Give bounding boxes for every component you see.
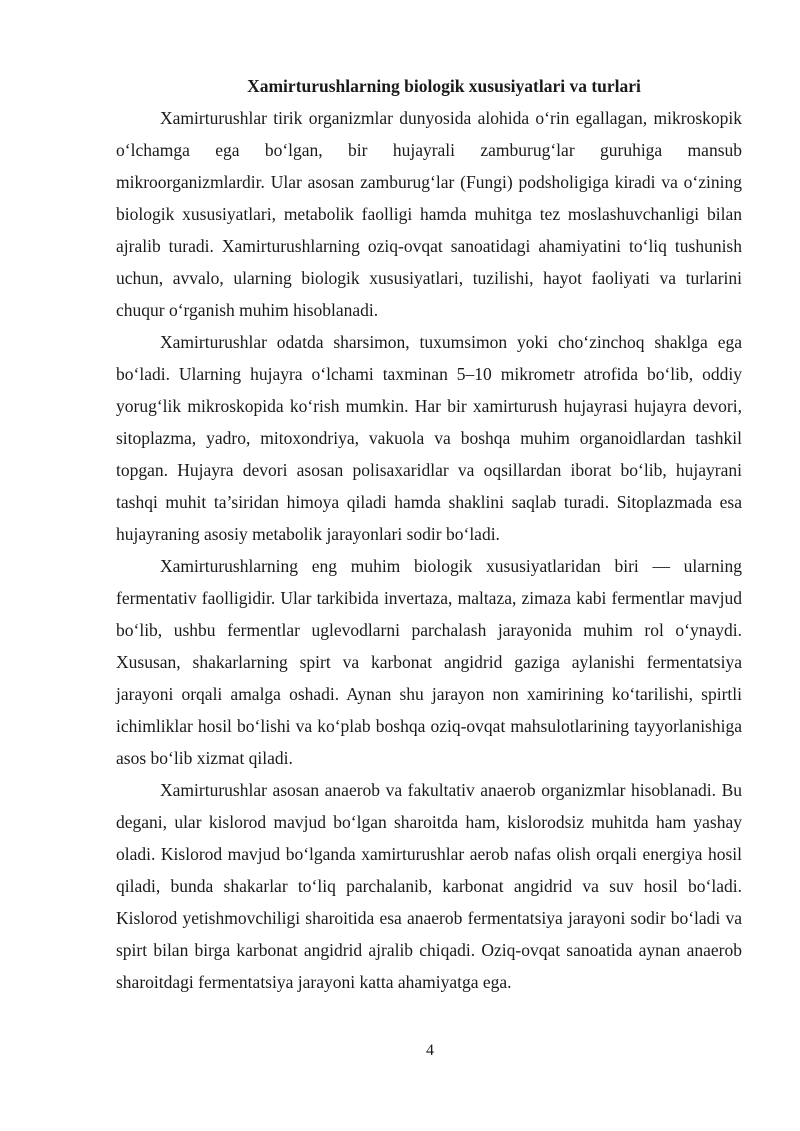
document-heading: Xamirturushlarning biologik xususiyatlari va turlari (247, 76, 641, 96)
document-page (116, 70, 742, 998)
paragraph-4: Xamirturushlar asosan anaerob va fakultativ anaerob organizmlar hisoblanadi. Bu degani, ular kislorod mavjud bo‘lgan sharoitda ham, kislorodsiz muhitda ham yashay oladi. Kislorod mavjud bo‘lganda xamirturushlar aerob nafas olish orqali energiya hosil qiladi, bunda shakarlar to‘liq parchalanib, karbonat angidrid va suv hosil bo‘ladi. Kislorod yetishmovchiligi sharoitida esa anaerob fermentatsiya jarayoni sodir bo‘ladi va spirt bilan birga karbonat angidrid ajralib chiqadi. Oziq-ovqat sanoatida aynan anaerob sharoitdagi fermentatsiya jarayoni katta ahamiyatga ega. (116, 780, 742, 992)
paragraph-3: Xamirturushlarning eng muhim biologik xususiyatlaridan biri — ularning fermentativ faolligidir. Ular tarkibida invertaza, maltaza, zimaza kabi fermentlar mavjud bo‘lib, ushbu fermentlar uglevodlarni parchalash jarayonida muhim rol o‘ynaydi. Xususan, shakarlarning spirt va karbonat angidrid gaziga aylanishi fermentatsiya jarayoni orqali amalga oshadi. Aynan shu jarayon non xamirining ko‘tarilishi, spirtli ichimliklar hosil bo‘lishi va ko‘plab boshqa oziq-ovqat mahsulotlarining tayyorlanishiga asos bo‘lib xizmat qiladi. (116, 556, 742, 768)
page-number: 4 (426, 1042, 434, 1059)
paragraph-2: Xamirturushlar odatda sharsimon, tuxumsimon yoki cho‘zinchoq shaklga ega bo‘ladi. Ularning hujayra o‘lchami taxminan 5–10 mikrometr atrofida bo‘lib, oddiy yorug‘lik mikroskopida ko‘rish mumkin. Har bir xamirturush hujayrasi hujayra devori, sitoplazma, yadro, mitoxondriya, vakuola va boshqa muhim organoidlardan tashkil topgan. Hujayra devori asosan polisaxaridlar va oqsillardan iborat bo‘lib, hujayrani tashqi muhit ta’siridan himoya qiladi hamda shaklini saqlab turadi. Sitoplazmada esa hujayraning asosiy metabolik jarayonlari sodir bo‘ladi. (116, 332, 742, 544)
paragraph-1: Xamirturushlar tirik organizmlar dunyosida alohida o‘rin egallagan, mikroskopik o‘lchamga ega bo‘lgan, bir hujayrali zamburug‘lar guruhiga mansub mikroorganizmlardir. Ular asosan zamburug‘lar (Fungi) podsholigiga kiradi va o‘zining biologik xususiyatlari, metabolik faolligi hamda muhitga tez moslashuvchanligi bilan ajralib turadi. Xamirturushlarning oziq-ovqat sanoatidagi ahamiyatini to‘liq tushunish uchun, avvalo, ularning biologik xususiyatlari, tuzilishi, hayot faoliyati va turlarini chuqur o‘rganish muhim hisoblanadi. (116, 108, 742, 320)
